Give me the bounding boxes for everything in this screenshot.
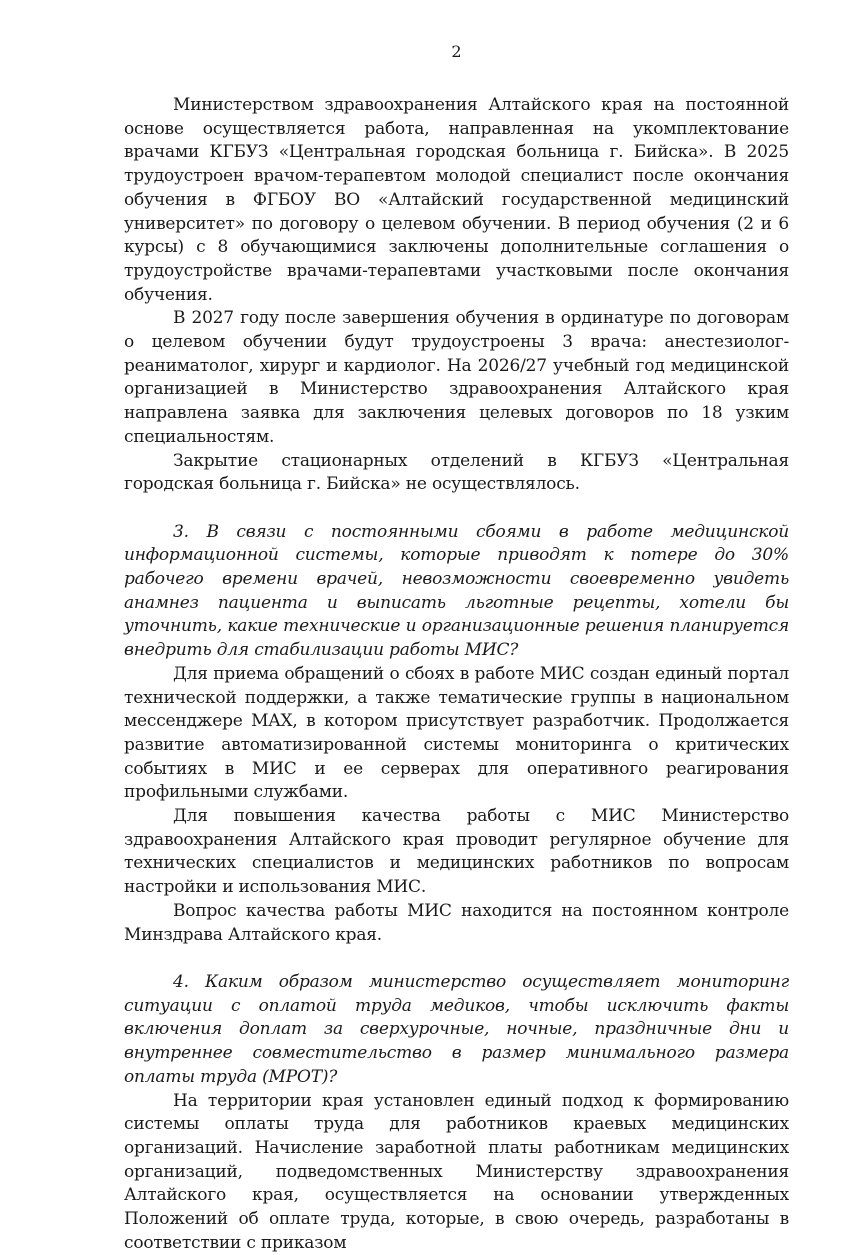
section-gap [124, 947, 789, 971]
question-4: 4. Каким образом министерство осуществляет мониторинг ситуации с оплатой труда медиков, чтобы исключить факты включения доплат за сверхурочные, ночные, праздничные дни и внутреннее совместительство в размер минимального размера оплаты труда (МРОТ)? [124, 971, 789, 1090]
paragraph-residency: В 2027 году после завершения обучения в ординатуре по договорам о целевом обучении будут трудоустроены 3 врача: анестезиолог-реаниматолог, хирург и кардиолог. На 2026/27 учебный год медицинской организацией в Министерство здравоохранения Алтайского края направлена заявка для заключения целевых договоров по 18 узким специальностям. [124, 307, 789, 449]
paragraph-wages: На территории края установлен единый подход к формированию системы оплаты труда для работников краевых медицинских организаций. Начисление заработной платы работникам медицинских организаций, подведомственных Министерству здравоохранения Алтайского края, осуществляется на основании утвержденных Положений об оплате труда, которые, в свою очередь, разработаны в соответствии с приказом [124, 1090, 789, 1255]
page-number: 2 [124, 40, 789, 64]
paragraph-closures: Закрытие стационарных отделений в КГБУЗ «Центральная городская больница г. Бийска» не осуществлялось. [124, 450, 789, 497]
paragraph-control: Вопрос качества работы МИС находится на постоянном контроле Минздрава Алтайского края. [124, 900, 789, 947]
paragraph-support-portal: Для приема обращений о сбоях в работе МИС создан единый портал технической поддержки, а также тематические группы в национальном мессенджере MAX, в котором присутствует разработчик. Продолжается развитие автоматизированной системы мониторинга о критических событиях в МИС и ее серверах для оперативного реагирования профильными службами. [124, 663, 789, 805]
paragraph-training: Для повышения качества работы с МИС Министерство здравоохранения Алтайского края проводит регулярное обучение для технических специалистов и медицинских работников по вопросам настройки и использования МИС. [124, 805, 789, 900]
section-gap [124, 497, 789, 521]
paragraph-staffing: Министерством здравоохранения Алтайского края на постоянной основе осуществляется работа, направленная на укомплектование врачами КГБУЗ «Центральная городская больница г. Бийска». В 2025 трудоустроен врачом-терапевтом молодой специалист после окончания обучения в ФГБОУ ВО «Алтайский государственной медицинский университет» по договору о целевом обучении. В период обучения (2 и 6 курсы) с 8 обучающимися заключены дополнительные соглашения о трудоустройстве врачами-терапевтами участковыми после окончания обучения. [124, 94, 789, 307]
question-3: 3. В связи с постоянными сбоями в работе медицинской информационной системы, которые приводят к потере до 30% рабочего времени врачей, невозможности своевременно увидеть анамнез пациента и выписать льготные рецепты, хотели бы уточнить, какие технические и организационные решения планируется внедрить для стабилизации работы МИС? [124, 521, 789, 663]
